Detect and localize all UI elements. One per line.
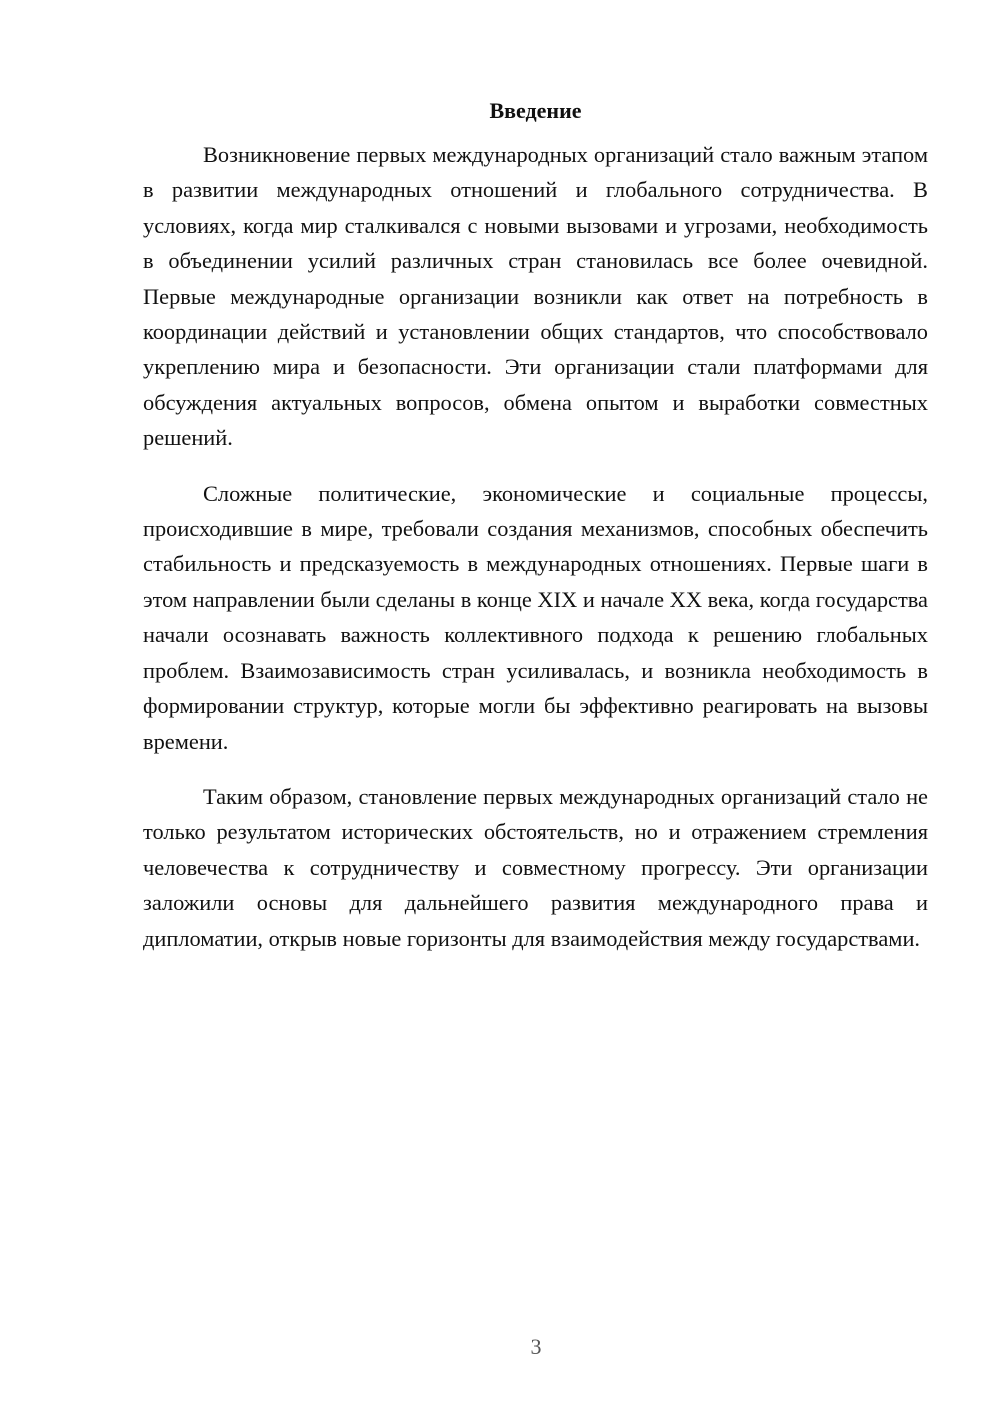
page-content [143, 96, 928, 976]
paragraph-1: Возникновение первых международных организаций стало важным этапом в развитии международных отношений и глобального сотрудничества. В условиях, когда мир сталкивался с новыми вызовами и угрозами, необходимость в объединении усилий различных стран становилась все более очевидной. Первые международные организации возникли как ответ на потребность в координации действий и установлении общих стандартов, что способствовало укреплению мира и безопасности. Эти организации стали платформами для обсуждения актуальных вопросов, обмена опытом и выработки совместных решений. [143, 142, 928, 451]
section-heading: Введение [489, 98, 582, 123]
page-number: 3 [530, 1334, 542, 1359]
paragraph-2: Сложные политические, экономические и социальные процессы, происходившие в мире, требовали создания механизмов, способных обеспечить стабильность и предсказуемость в международных отношениях. Первые шаги в этом направлении были сделаны в конце XIX и начале XX века, когда государства начали осознавать важность коллективного подхода к решению глобальных проблем. Взаимозависимость стран усиливалась, и возникла необходимость в формировании структур, которые могли бы эффективно реагировать на вызовы времени. [143, 480, 928, 754]
paragraph-3: Таким образом, становление первых международных организаций стало не только результатом исторических обстоятельств, но и отражением стремления человечества к сотрудничеству и совместному прогрессу. Эти организации заложили основы для дальнейшего развития международного права и дипломатии, открыв новые горизонты для взаимодействия между государствами. [143, 783, 928, 951]
